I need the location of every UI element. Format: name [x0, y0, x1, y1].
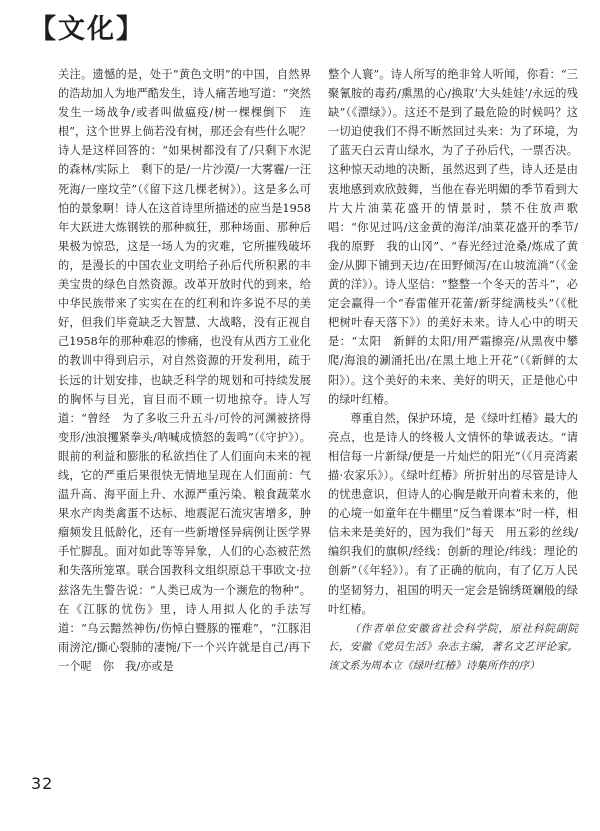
right-paragraph-2: 尊重自然，保护环境，是《绿叶红椿》最大的亮点，也是诗人的终极人文情怀的挚诚表达。“请相信每一片新绿/便是一片灿烂的阳光”（《月亮湾素描·农家乐》）。《绿叶红椿》所折射出的尽管是诗人的忧患意识，但诗人的心胸是敞开向着未来的，他的心境一如童年在牛棚里“反刍着课本”时一样，相信未来是美好的，因为我们“每天 用五彩的丝线/编织我们的旗帜/经线：创新的理论/纬线：理论的创新”（《年轻》）。有了正确的航向，有了亿万人民的坚韧努力，祖国的明天一定会是锦绣斑斓般的绿叶红椿。: [328, 411, 578, 616]
right-paragraph-1: 整个人寰”。诗人所写的绝非耸人听闻，你看：“三聚氰胺的毒药/熏黑的心/换取‘大头娃娃’/永远的残缺”（《漂绿》）。这还不是到了最危险的时候吗？这一切迫使我们不得不断然回过头来：为了环境，为了蓝天白云青山绿水，为了子孙后代，一票否决。这种惊天动地的决断，虽然迟到了些，诗人还是由衷地感到欢欣鼓舞，当他在春光明媚的季节看到大片大片油菜花盛开的情景时，禁不住放声歌唱：“你见过吗/这金黄的海洋/油菜花盛开的季节/我的原野 我的山冈”、“春光经过沧桑/炼成了黄金/从脚下铺到天边/在田野倾泻/在山坡流淌”（《金黄的洋》）。诗人坚信：“整整一个冬天的苦斗”，必定会赢得一个“春雷催开花蕾/新芽绽满枝头”（《枇杷树叶春天落下》）的美好未来。诗人心中的明天是：“太阳 新鲜的太阳/用严霜擦亮/从黑夜中攀爬/海浪的涮涌托出/在黑土地上开花”（《新鲜的太阳》）。这个美好的未来、美好的明天，正是他心中的绿叶红椿。: [328, 68, 578, 406]
left-column: [58, 65, 323, 676]
page-number: 32: [31, 774, 54, 793]
right-column: [328, 65, 578, 675]
left-paragraph-1: 关注。遗憾的是，处于“黄色文明”的中国，自然界的浩劫加人为地严酷发生，诗人痛苦地写道：“突然 发生一场战争/或者叫做瘟疫/树一棵棵倒下 连根”，这个世界上倘若没有树，那还会有些什么呢？诗人是这样回答的：“如果树都没有了/只剩下水泥的森林/实际上 剩下的是/一片沙漠/一大雾霾/一汪死海/一座坟茔”（《留下这几棵老树》）。这是多么可怕的景象啊！诗人在这首诗里所描述的应当是1958年大跃进大炼钢铁的那种疯狂，那种场面、那种后果极为惊恐，这是一场人为的灾难，它所摧残破坏的，是漫长的中国农业文明给子孙后代所积累的丰美宝贵的绿色自然资源。改革开放时代的到来，给中华民族带来了实实在在的红利和许多说不尽的美好，但我们毕竟缺乏大智慧、大战略，没有正视自己1958年的那种难忍的惨痛，也没有从西方工业化的教训中得到启示，对自然资源的开发利用，疏于长远的计划安排，也缺乏科学的规划和可持续发展的胸怀与目光，盲目而不顾一切地掠夺。诗人写道：“曾经 为了多收三升五斗/可怜的河渊被挤得变形/浊浪攫紧拳头/呐喊成愤怒的轰鸣”（《守护》）。眼前的利益和膨胀的私欲挡住了人们面向未来的视线，它的严重后果很快无情地呈现在人们面前：气温升高、海平面上升、水源严重污染、粮食蔬菜水果水产肉类禽蛋不达标、地震泥石流灾害增多，肿瘤频发且低龄化，还有一些新增怪异病例让医学界手忙脚乱。面对如此等等异象，人们的心态被茫然和失落所笼罩。联合国教科文组织原总干事欧文·拉兹洛先生警告说：“人类已成为一个濒危的物种”。在《江豚的忧伤》里，诗人用拟人化的手法写道：“乌云黯然神伤/伤悼白暨豚的罹难”，“江豚泪雨滂沱/撕心裂肺的凄惋/下一个兴许就是自己/再下一个呢 你 我/亦或是: [58, 68, 323, 673]
section-title: 【文化】: [29, 14, 145, 45]
author-note: （作者单位安徽省社会科学院，原社科院副院长，安徽《党员生活》杂志主编，著名文艺评论家。该文系为周本立《绿叶红椿》诗集所作的序）: [328, 622, 578, 672]
